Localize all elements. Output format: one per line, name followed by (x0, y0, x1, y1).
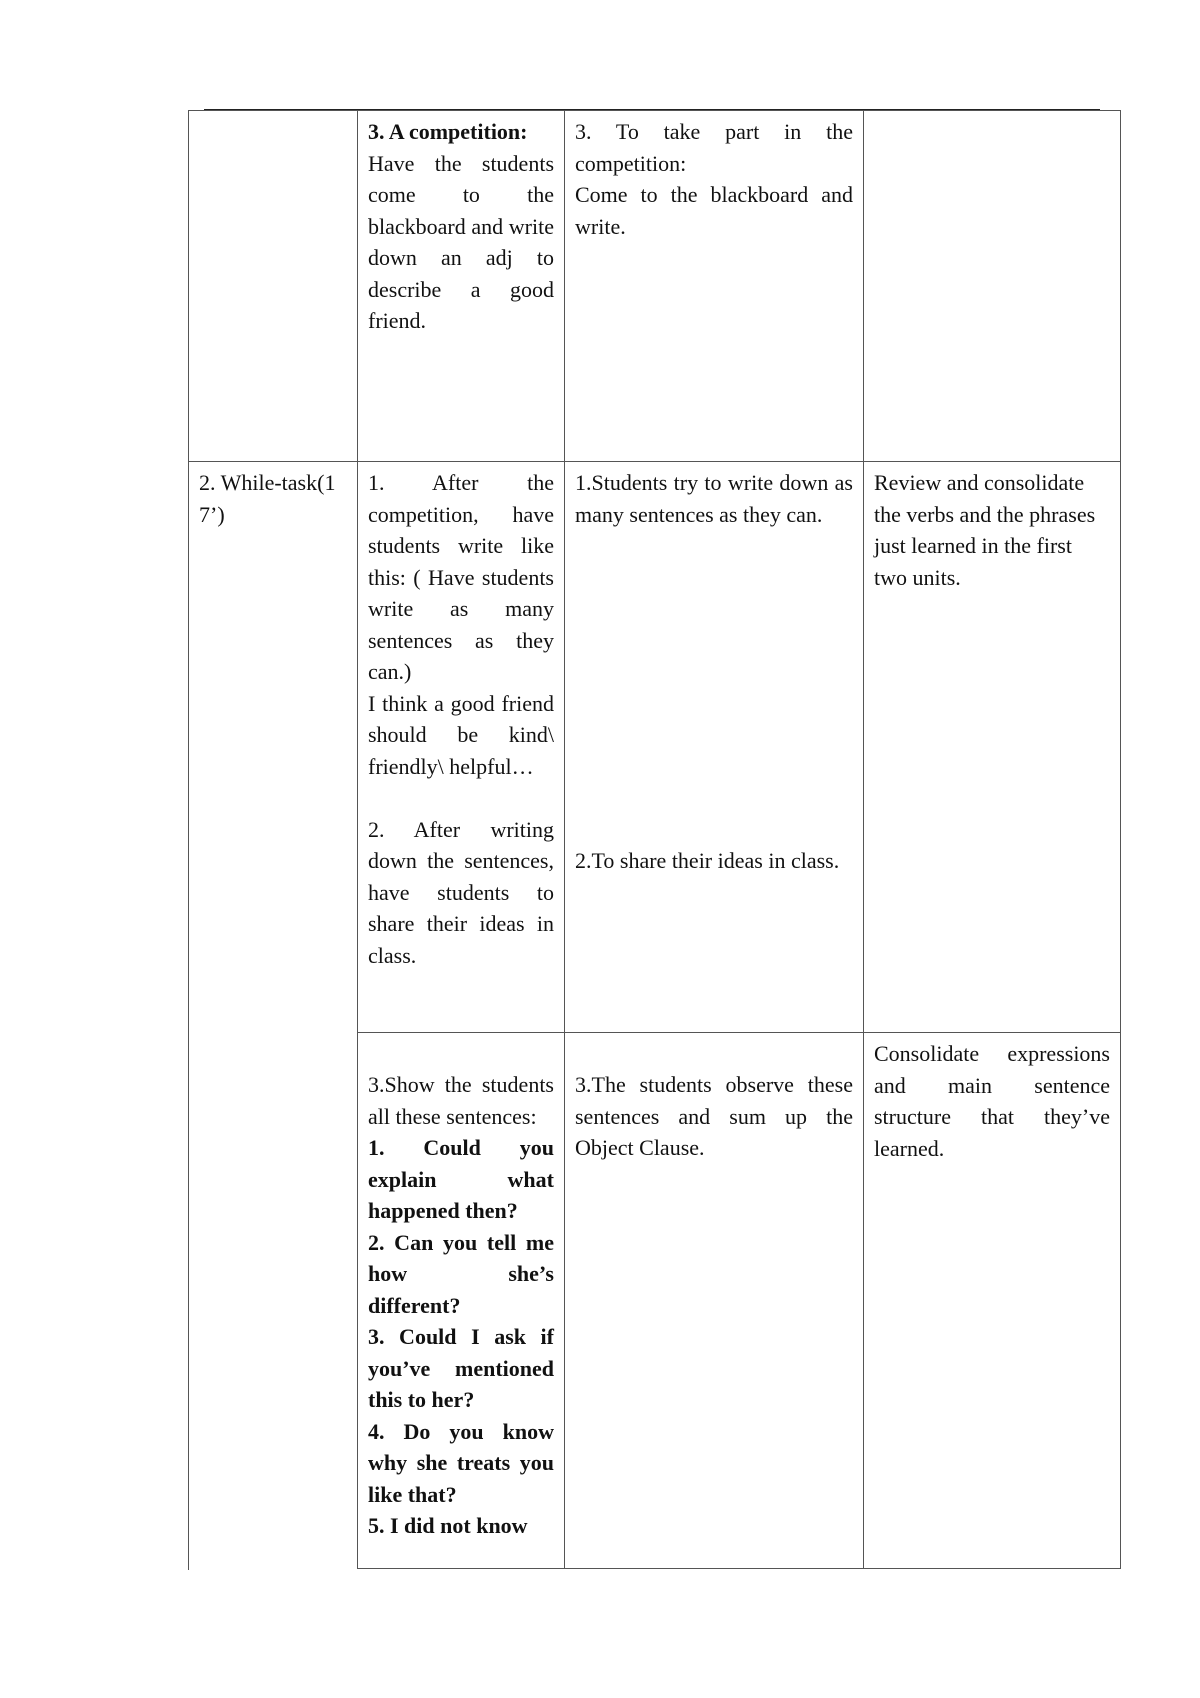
competition-student-line2: Come to the blackboard and write. (575, 182, 853, 239)
while-task-student-cell-1b (565, 840, 863, 877)
while-task-purpose-cell-2 (864, 1033, 1120, 1164)
while-task-teacher-cell-2 (358, 1064, 564, 1542)
while-task-teacher-cell-1 (358, 462, 564, 971)
teacher-example-sentence: I think a good friend should be kind\ friendly\ helpful… (368, 690, 554, 779)
student-step-1: 1.Students try to write down as many sentences as they can. (575, 470, 853, 527)
student-step-2: 2.To share their ideas in class. (575, 848, 840, 873)
purpose-1: Review and consolidate the verbs and the phrases just learned in the first two units. (874, 470, 1096, 590)
competition-student-line1: 3. To take part in the competition: (575, 119, 853, 176)
example-sentence-4: 4. Do you know why she treats you like that? (368, 1418, 554, 1507)
teacher-step-1: 1. After the competition, have students write like this: ( Have students write as many sentences as they can.) (368, 470, 554, 684)
while-task-student-cell-2 (565, 1064, 863, 1164)
example-sentence-1: 1. Could you explain what happened then? (368, 1135, 554, 1223)
stage-label: 2. While-task(17’) (199, 470, 336, 527)
stage-cell (189, 462, 357, 530)
col-border-right (1120, 110, 1121, 1569)
competition-instructions: Have the students come to the blackboard and write down an adj to describe a good friend. (368, 150, 554, 333)
student-step-3: 3.The students observe these sentences and sum up the Object Clause. (575, 1072, 853, 1160)
teacher-step-2: 2. After writing down the sentences, have students to share their ideas in class. (368, 816, 554, 968)
paragraph-gap (368, 782, 554, 814)
col-border-left (188, 110, 189, 1570)
example-sentence-2: 2. Can you tell me how she’s different? (368, 1229, 554, 1318)
competition-student-cell (565, 111, 863, 242)
competition-teacher-cell (358, 111, 564, 337)
while-task-student-cell-1a (565, 462, 863, 530)
teacher-step-3: 3.Show the students all these sentences: (368, 1072, 554, 1129)
competition-heading: 3. A competition: (368, 119, 528, 144)
example-sentence-5: 5. I did not know (368, 1513, 528, 1538)
col-border-3 (863, 110, 864, 1569)
example-sentence-3: 3. Could I ask if you’ve mentioned this to her? (368, 1324, 554, 1412)
purpose-2: Consolidate expressions and main sentence structure that they’ve learned. (874, 1041, 1110, 1161)
table-bottom-border (357, 1568, 1121, 1569)
while-task-purpose-cell-1 (864, 462, 1120, 593)
